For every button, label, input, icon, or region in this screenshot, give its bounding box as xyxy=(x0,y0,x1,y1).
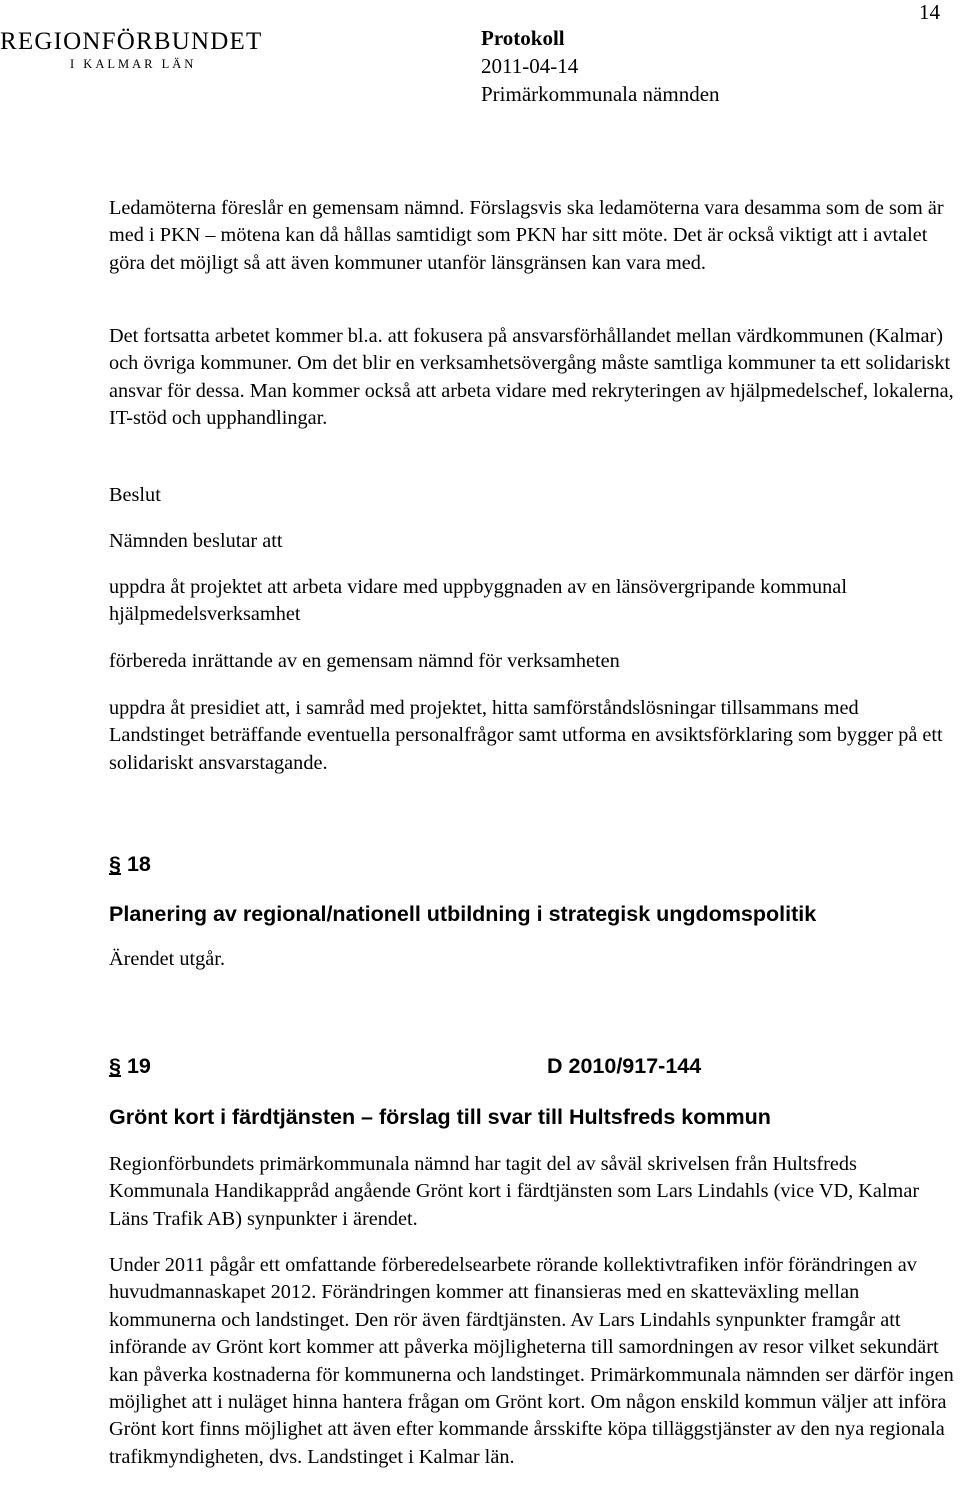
section-symbol: § xyxy=(109,1054,121,1078)
section-number: 18 xyxy=(126,852,151,876)
decision-item-3: uppdra åt presidiet att, i samråd med projektet, hitta samförståndslösningar tillsammans med Landstinget beträffande eventuella personalfrågor samt utforma en avsiktsförklaring som bygger på ett solidariskt ansvarstagande. xyxy=(109,697,943,774)
section-symbol: § xyxy=(109,852,121,876)
logo-word-region: REGION xyxy=(0,28,102,55)
section-19-title: Grönt kort i färdtjänsten – förslag till svar till Hultsfreds kommun xyxy=(109,1105,771,1129)
decision-item-1: uppdra åt projektet att arbeta vidare med uppbyggnaden av en länsövergripande kommunal hjälpmedelsverksamhet xyxy=(109,576,847,626)
logo-word-forbundet: FÖRBUNDET xyxy=(101,28,263,55)
section-19-paragraph-1: Regionförbundets primärkommunala nämnd har tagit del av såväl skrivelsen från Hultsfreds Kommunala Handikappråd angående Grönt kort i färdtjänsten som Lars Lindahls (vice VD, Kalmar Läns Trafik AB) synpunkter i ärendet. xyxy=(109,1153,920,1230)
document-header xyxy=(481,24,720,108)
section-18-number xyxy=(109,851,151,877)
section-18-title: Planering av regional/nationell utbildning i strategisk ungdomspolitik xyxy=(109,902,817,926)
decision-intro: Nämnden beslutar att xyxy=(109,530,283,552)
organization-logo xyxy=(0,28,263,72)
page-number: 14 xyxy=(919,0,940,24)
decision-item-2: förbereda inrättande av en gemensam nämnd för verksamheten xyxy=(109,650,620,672)
section-19-number xyxy=(109,1053,151,1079)
decision-label: Beslut xyxy=(109,484,161,506)
committee-name: Primärkommunala nämnden xyxy=(481,82,720,106)
section-number: 19 xyxy=(126,1054,151,1078)
intro-paragraph-2: Det fortsatta arbetet kommer bl.a. att fokusera på ansvarsförhållandet mellan värdkommunen (Kalmar) och övriga kommuner. Om det blir en verksamhetsövergång måste samtliga kommuner ta ett solidariskt ansvar för dessa. Man kommer också att arbeta vidare med rekryteringen av hjälpmedelschef, lokalerna, IT-stöd och upphandlingar. xyxy=(109,325,954,430)
section-19-reference: D 2010/917-144 xyxy=(547,1054,702,1078)
document-type: Protokoll xyxy=(481,26,565,50)
section-18-text: Ärendet utgår. xyxy=(109,948,226,970)
document-date: 2011-04-14 xyxy=(481,54,579,78)
intro-paragraph-1: Ledamöterna föreslår en gemensam nämnd. Förslagsvis ska ledamöterna vara desamma som de som är med i PKN – mötena kan då hållas samtidigt som PKN har sitt möte. Det är också viktigt att i avtalet göra det möjligt så att även kommuner utanför länsgränsen kan vara med. xyxy=(109,197,944,274)
logo-subtitle: I KALMAR LÄN xyxy=(70,57,197,71)
section-19-paragraph-2: Under 2011 pågår ett omfattande förberedelsearbete rörande kollektivtrafiken inför förändringen av huvudmannaskapet 2012. Förändringen kommer att finansieras med en skatteväxling mellan kommunerna och landstinget. Den rör även färdtjänsten. Av Lars Lindahls synpunkter framgår att införande av Grönt kort kommer att påverka möjligheterna till samordningen av resor vilket sekundärt kan påverka kostnaderna för kommunerna och landstinget. Primärkommunala nämnden ser därför ingen möjlighet att i nuläget hinna hantera frågan om Grönt kort. Om någon enskild kommun väljer att införa Grönt kort finns möjlighet att även efter kommande årsskifte köpa tilläggstjänster av den nya regionala trafikmyndigheten, dvs. Landstinget i Kalmar län. xyxy=(109,1254,954,1468)
